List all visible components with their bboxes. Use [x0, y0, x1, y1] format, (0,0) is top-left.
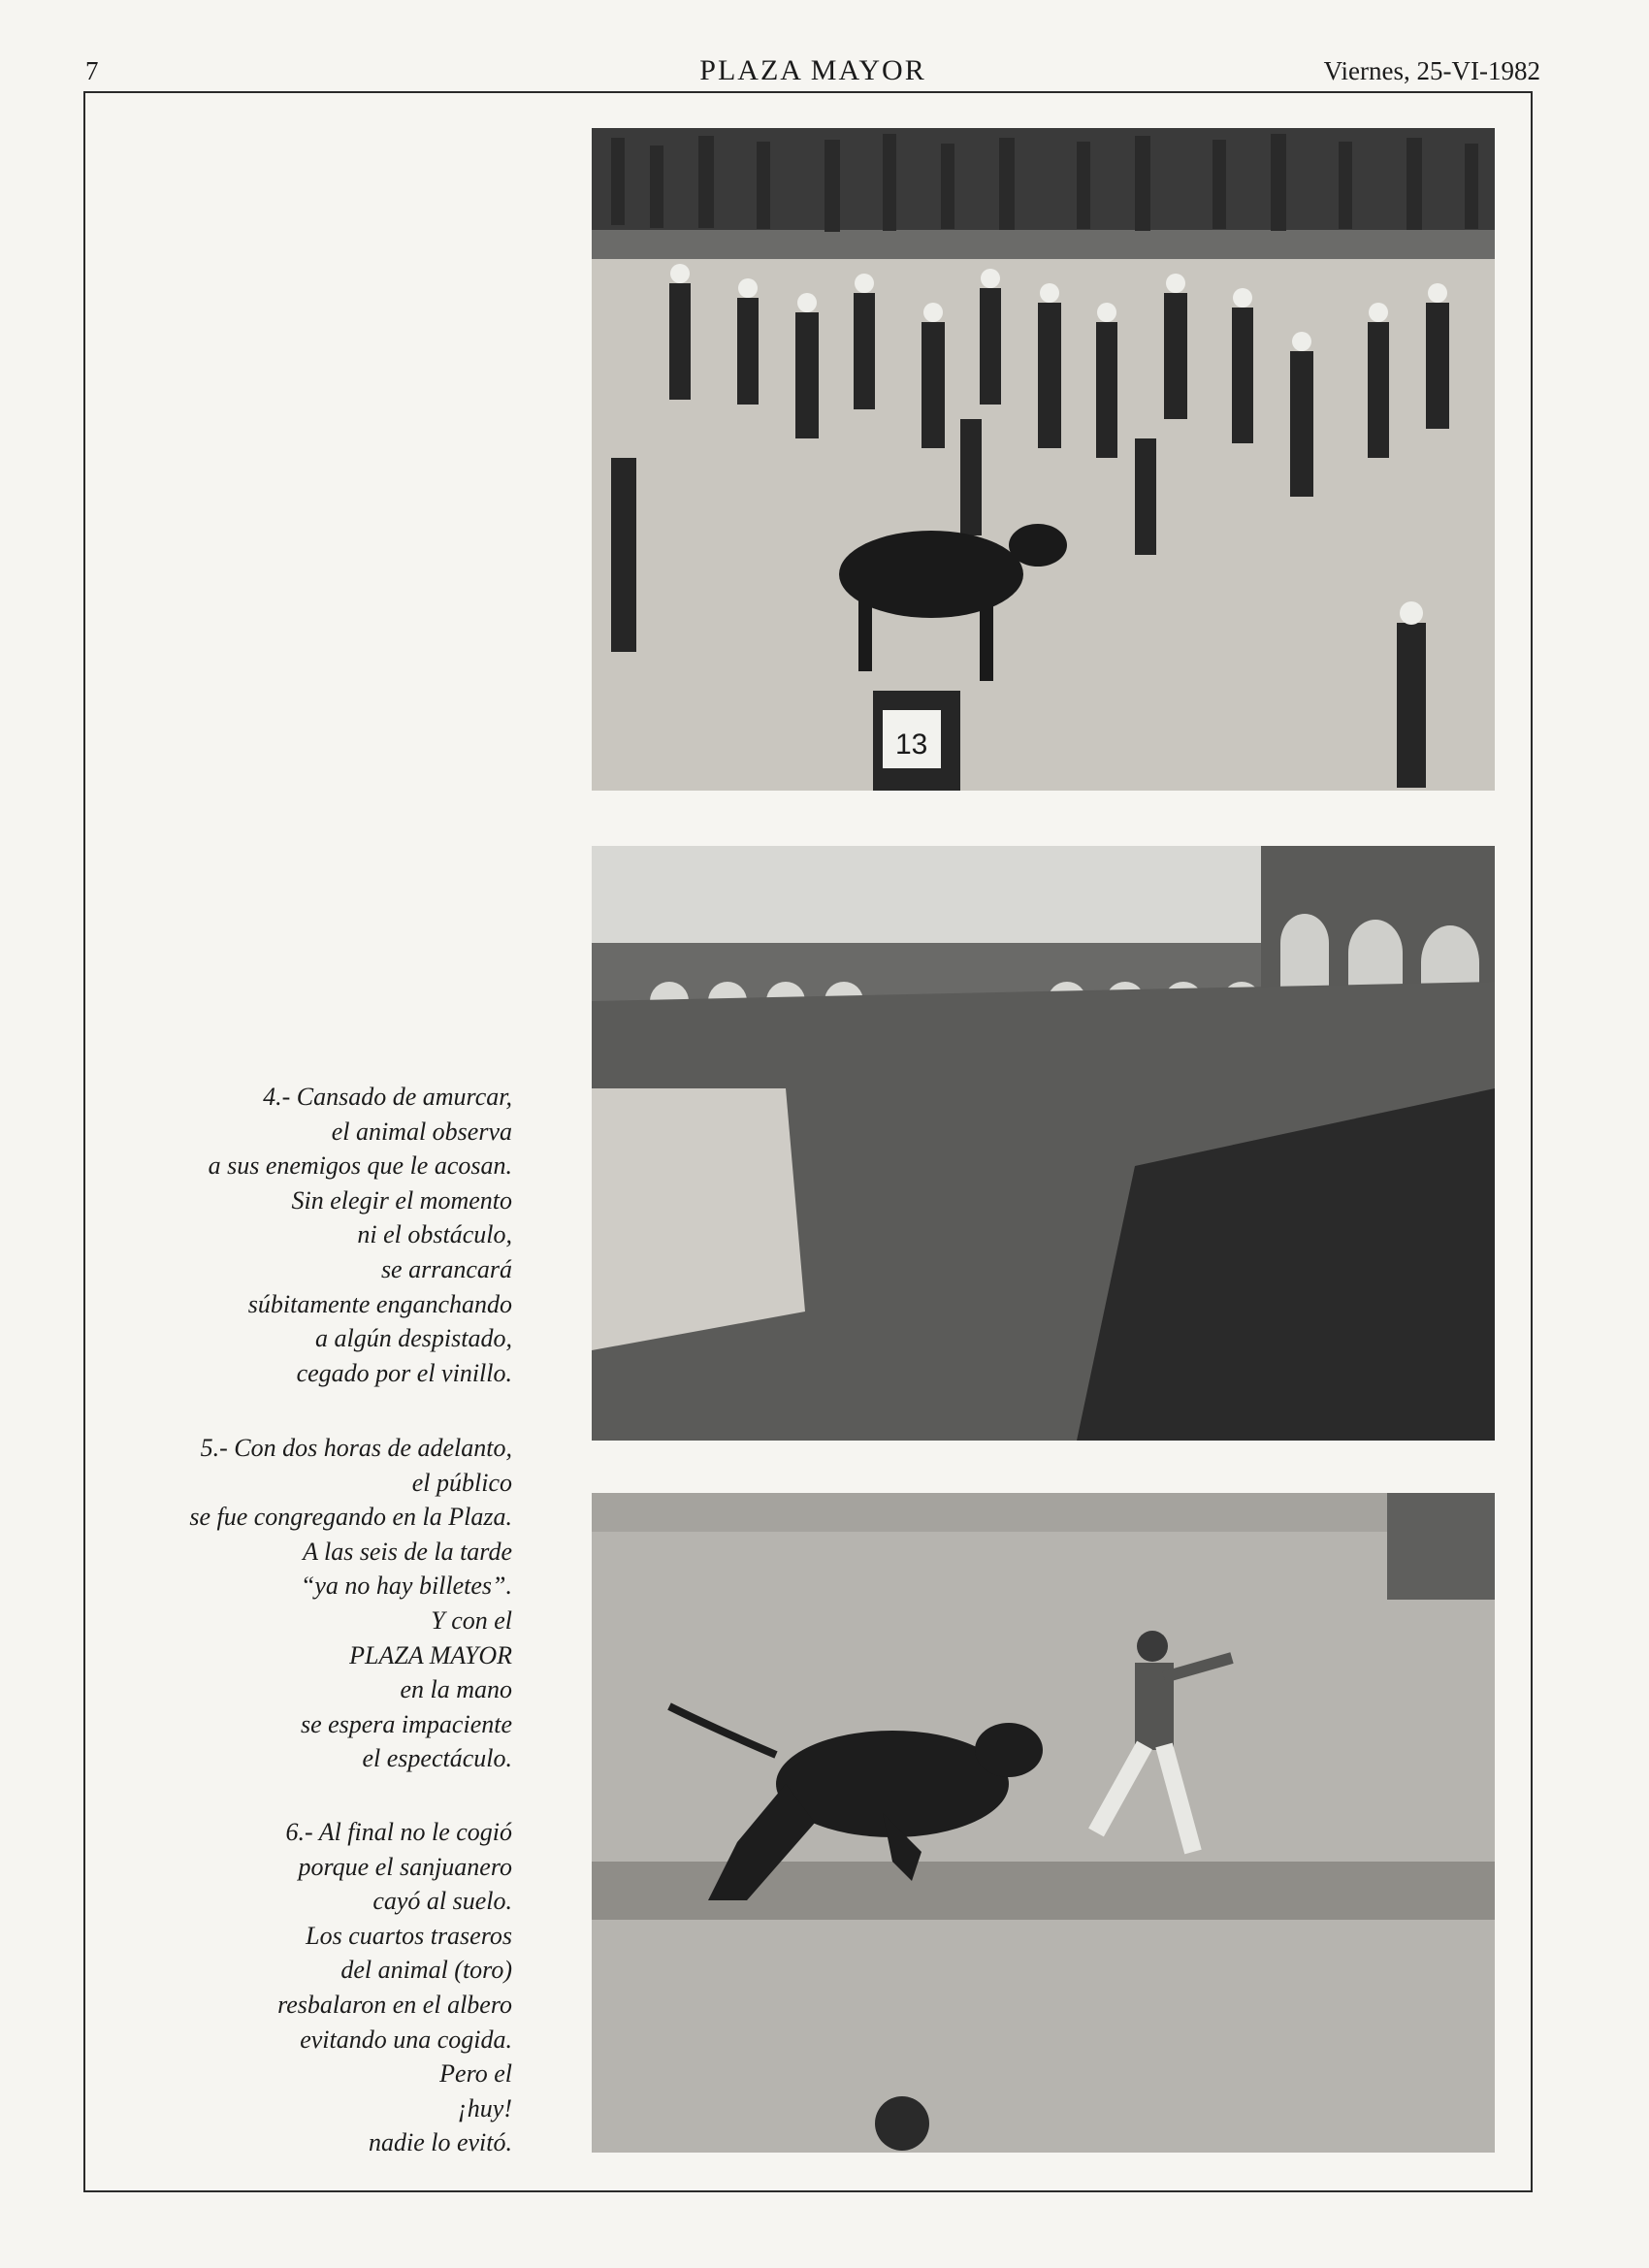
caption-4 — [209, 1080, 512, 1390]
caption-line: 6.- Al final no le cogió — [285, 1818, 512, 1846]
caption-line: Y con el — [431, 1605, 512, 1635]
caption-line: “ya no hay billetes”. — [300, 1571, 512, 1601]
caption-line: ni el obstáculo, — [357, 1220, 512, 1249]
caption-line: el espectáculo. — [362, 1744, 512, 1773]
caption-line: resbalaron en el albero — [277, 1990, 512, 2019]
caption-line: porque el sanjuanero — [298, 1852, 512, 1881]
caption-line: el animal observa — [331, 1117, 512, 1146]
bib-number: 13 — [895, 729, 928, 761]
photo-bull-charging-runner-image — [592, 1493, 1495, 2153]
caption-line: 5.- Con dos horas de adelanto, — [200, 1434, 512, 1462]
caption-line: A las seis de la tarde — [303, 1537, 512, 1566]
photo-bull-in-arena-image — [592, 128, 1495, 791]
caption-5 — [189, 1431, 512, 1776]
caption-line: 4.- Cansado de amurcar, — [263, 1083, 512, 1111]
caption-line: cayó al suelo. — [372, 1887, 512, 1916]
caption-line: evitando una cogida. — [300, 2025, 512, 2054]
caption-line: cegado por el vinillo. — [296, 1358, 512, 1387]
caption-line: en la mano — [400, 1675, 512, 1704]
caption-line: a algún despistado, — [315, 1324, 512, 1353]
caption-line: Pero el — [439, 2059, 512, 2089]
caption-line: se espera impaciente — [300, 1709, 512, 1738]
caption-line: Sin elegir el momento — [291, 1185, 512, 1215]
caption-line: se fue congregando en la Plaza. — [189, 1503, 512, 1532]
caption-line: se arrancará — [380, 1254, 512, 1283]
caption-line: ¡huy! — [457, 2093, 512, 2122]
caption-line: el público — [411, 1468, 512, 1497]
photo-bull-in-arena — [592, 128, 1495, 791]
issue-date: Viernes, 25-VI-1982 — [1323, 56, 1540, 85]
photo-crowded-plaza-image — [592, 846, 1495, 1441]
caption-line: súbitamente enganchando — [247, 1289, 512, 1318]
photo-bull-charging-runner — [592, 1493, 1495, 2153]
page-number: 7 — [85, 56, 99, 85]
caption-line: a sus enemigos que le acosan. — [208, 1151, 512, 1181]
caption-6 — [277, 1815, 512, 2160]
caption-line: del animal (toro) — [340, 1956, 512, 1985]
masthead-title: PLAZA MAYOR — [699, 54, 926, 86]
photo-crowded-plaza — [592, 846, 1495, 1441]
page-header — [85, 50, 1540, 91]
caption-line: Los cuartos traseros — [306, 1921, 512, 1950]
caption-line: nadie lo evitó. — [368, 2128, 512, 2157]
caption-line: PLAZA MAYOR — [349, 1640, 512, 1669]
